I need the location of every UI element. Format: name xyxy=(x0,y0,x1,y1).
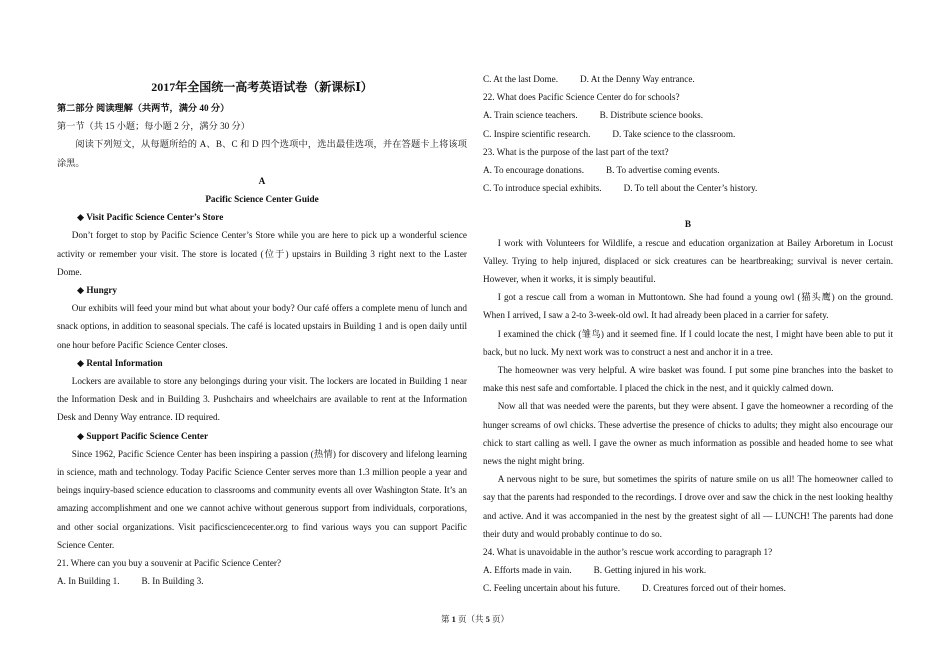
q22-option-c: C. Inspire scientific research. xyxy=(483,128,591,139)
question-22: 22. What does Pacific Science Center do for schools? xyxy=(483,92,680,103)
footer-suffix: 页） xyxy=(492,614,510,624)
hungry-paragraph: Our exhibits will feed your mind but what about your body? Our café offers a complete menu of lunch and snack options, in addition to seasonal specials. The café is located upstairs in Building 1 and is open daily until one hour before Pacific Science Center closes. xyxy=(57,303,467,350)
passage-b-paragraph-2: I got a rescue call from a woman in Muttontown. She had found a young owl (猫头鹰) on the ground. When I arrived, I saw a 2-to 3-week-old owl. It had already been placed in a carrier for safety. xyxy=(483,292,893,321)
question-21: 21. Where can you buy a souvenir at Pacific Science Center? xyxy=(57,558,282,569)
part-title: 第二部分 阅读理解（共两节，满分 40 分） xyxy=(57,103,230,113)
page-footer xyxy=(0,613,950,625)
question-22-options-cd xyxy=(483,125,893,143)
q24-option-d: D. Creatures forced out of their homes. xyxy=(642,583,786,594)
q21-option-c: C. At the last Dome. xyxy=(483,74,559,84)
q23-option-d: D. To tell about the Center’s history. xyxy=(623,183,758,194)
q24-option-a: A. Efforts made in vain. xyxy=(483,565,572,576)
right-column xyxy=(483,70,893,598)
footer-total-pages: 5 xyxy=(485,614,490,624)
q21-option-b: B. In Building 3. xyxy=(141,576,204,587)
q23-option-a: A. To encourage donations. xyxy=(483,165,584,176)
section-title: 第一节（共 15 小题；每小题 2 分，满分 30 分） xyxy=(57,121,250,132)
footer-middle: 页（共 xyxy=(457,614,484,624)
passage-b-paragraph-1: I work with Volunteers for Wildlife, a rescue and education organization at Bailey Arboretum in Locust Valley. Trying to help injured, displaced or sick creatures can be heartbreaking; survival is never certain. However, when it works, it is simply beautiful. xyxy=(483,237,893,285)
rental-heading: ◆ Rental Information xyxy=(77,357,163,368)
passage-a-letter: A xyxy=(258,175,266,186)
question-21-options-cd xyxy=(483,70,893,88)
q22-option-d: D. Take science to the classroom. xyxy=(612,128,736,139)
question-21-options-ab xyxy=(57,572,467,590)
left-column xyxy=(57,76,467,590)
passage-b-letter: B xyxy=(684,219,692,230)
document-title: 2017年全国统一高考英语试卷（新课标Ⅰ） xyxy=(151,80,373,94)
q21-option-a: A. In Building 1. xyxy=(57,576,120,587)
footer-page-number: 1 xyxy=(451,614,456,624)
question-24-options-cd xyxy=(483,579,893,597)
question-22-options-ab xyxy=(483,106,893,124)
passage-b-paragraph-3: I examined the chick (雏鸟) and it seemed fine. If I could locate the nest, I might have been able to put it back, but no luck. My next work was to construct a nest and anchor it in a tree. xyxy=(483,328,893,357)
store-paragraph: Don’t forget to stop by Pacific Science Center’s Store while you are here to pick up a wonderful science activity or remember your visit. The store is located (位于) upstairs in Building 3 right next to the Laster Dome. xyxy=(57,230,467,277)
q24-option-c: C. Feeling uncertain about his future. xyxy=(483,583,621,594)
spacer xyxy=(483,197,893,215)
q22-option-a: A. Train science teachers. xyxy=(483,110,578,121)
question-24: 24. What is unavoidable in the author’s rescue work according to paragraph 1? xyxy=(483,547,773,558)
question-23-options-ab xyxy=(483,161,893,179)
passage-b-paragraph-6: A nervous night to be sure, but sometimes the spirits of nature smile on us all! The homeowner called to say that the parents had responded to the recordings. I drove over and saw the chick in the nest looking healthy and active. And it was accompanied in the nest by the greatest sight of all — LUNCH! The parents had done their duty and would probably continue to do so. xyxy=(483,474,893,539)
instructions: 阅读下列短文，从每题所给的 A、B、C 和 D 四个选项中，选出最佳选项，并在答题卡上将该项涂黑。 xyxy=(57,139,467,168)
q23-option-c: C. To introduce special exhibits. xyxy=(483,183,602,194)
passage-b-paragraph-5: Now all that was needed were the parents, but they were absent. I gave the homeowner a recording of the hunger screams of owl chicks. These advertise the presence of chicks to adults; they might also encourage our chick to start calling as well. I gave the owner as much information as possible and headed home to see what news the night might bring. xyxy=(483,401,893,467)
q22-option-b: B. Distribute science books. xyxy=(599,110,703,121)
passage-b-paragraph-4: The homeowner was very helpful. A wire basket was found. I put some pine branches into the basket to make this nest safe and comfortable. I placed the chick in the nest, and it quickly calmed down. xyxy=(483,365,893,394)
hungry-heading: ◆ Hungry xyxy=(77,285,117,296)
rental-paragraph: Lockers are available to store any belongings during your visit. The lockers are located in Building 1 near the Information Desk and in Building 3. Pushchairs and wheelchairs are available to rent at the Information Desk and Denny Way entrance. ID required. xyxy=(57,376,467,423)
support-paragraph: Since 1962, Pacific Science Center has been inspiring a passion (热情) for discovery and lifelong learning in science, math and technology. Today Pacific Science Center serves more than 1.3 million people a year and beings inquiry-based science education to classrooms and community events all over Washington State. It’s an amazing accomplishment and one we cannot achive without generous support from individuals, corporations, and other social organizations. Visit pacificsciencecenter.org to find various ways you can support Pacific Science Center. xyxy=(57,448,467,550)
support-heading: ◆ Support Pacific Science Center xyxy=(77,430,209,441)
q24-option-b: B. Getting injured in his work. xyxy=(593,565,707,576)
question-23-options-cd xyxy=(483,179,893,197)
passage-a-title: Pacific Science Center Guide xyxy=(205,194,319,205)
question-23: 23. What is the purpose of the last part of the text? xyxy=(483,146,669,157)
q21-option-d: D. At the Denny Way entrance. xyxy=(580,74,695,84)
q23-option-b: B. To advertise coming events. xyxy=(606,165,720,176)
question-24-options-ab xyxy=(483,561,893,579)
store-heading: ◆ Visit Pacific Science Center’s Store xyxy=(77,212,224,223)
footer-prefix: 第 xyxy=(440,614,450,624)
